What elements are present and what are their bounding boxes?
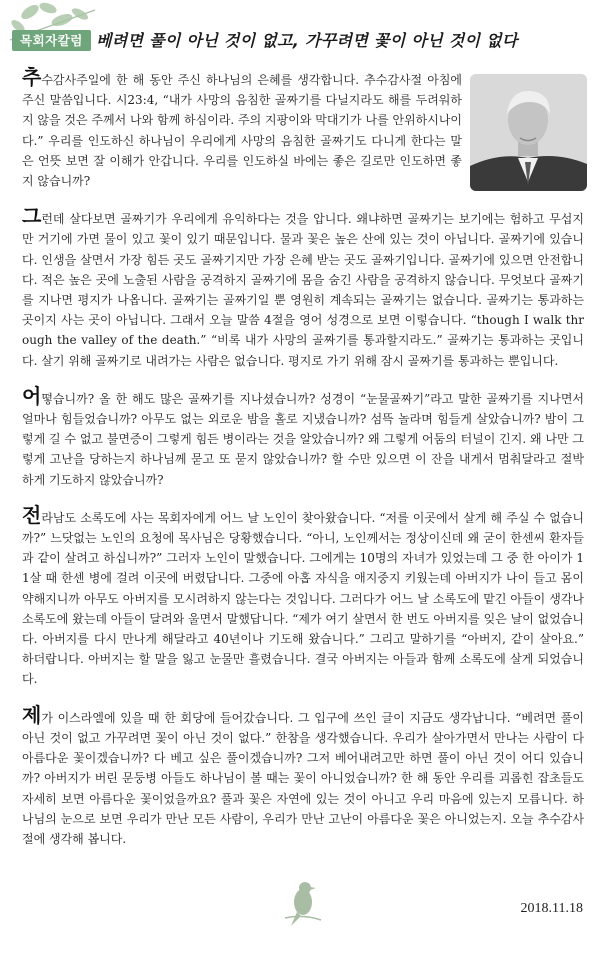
column-date: 2018.11.18 <box>520 901 583 916</box>
drop-cap: 전 <box>22 502 42 527</box>
paragraph-4 <box>22 502 584 690</box>
drop-cap: 그 <box>22 204 42 229</box>
column-category-badge: 목회자칼럼 <box>12 30 91 51</box>
column-header <box>0 0 600 62</box>
paragraph-text: 런데 살다보면 골짜기가 우리에게 유익하다는 것을 압니다. 왜냐하면 골짜기는 보기에는 험하고 무섭지만 거기에 가면 물이 있고 꽃이 있기 때문입니다. 물과 꽃은 높은 산에 있는 것이 아닙니다. 골짜기에 있습니다. 인생을 살면서 가장 힘든 곳도 골짜기지만 가장 은혜 받는 곳도 골짜기입니다. 골짜기에 있으면 안전합니다. 적은 높은 곳에 노출된 사람을 공격하지 골짜기에 몸을 숨긴 사람을 공격하지 않습니다. 무엇보다 골짜기를 지나면 평지가 나옵니다. 골짜기는 골짜기일 뿐 영원히 계속되는 골짜기는 없습니다. 골짜기는 통과하는 곳이지 사는 곳이 아닙니다. 그래서 오늘 말씀 4절을 영어 성경으로 보면 이렇습니다. “though I walk through the valley of the death.” “비록 내가 사망의 골짜기를 통과할지라도.” 골짜기는 통과하는 곳입니다. 살기 위해 골짜기로 내려가는 사람은 없습니다. 평지로 가기 위해 잠시 골짜기를 통과하는 뿐입니다. <box>22 212 584 368</box>
paragraph-text: 수감사주일에 한 해 동안 주신 하나님의 은혜를 생각합니다. 추수감사절 아침에 주신 말씀입니다. 시23:4, “내가 사망의 음침한 골짜기를 다닐지라도 해를 두려워하지 않을 것은 주께서 나와 함께 하심이라. 주의 지팡이와 막대기가 나를 안위하시나이다.” 우리를 인도하신 하나님이 우리에게 사망의 음침한 골짜기도 다니게 한다는 말은 언뜻 보면 잘 이해가 안갑니다. 우리를 인도하실 바에는 좋은 길로만 인도하면 좋지 않습니까? <box>22 73 462 189</box>
bird-icon <box>283 878 323 928</box>
drop-cap: 어 <box>22 383 42 408</box>
paragraph-3 <box>22 383 584 490</box>
column-title: 베려면 풀이 아닌 것이 없고, 가꾸려면 꽃이 아닌 것이 없다 <box>96 31 518 50</box>
paragraph-2 <box>22 204 584 371</box>
drop-cap: 추 <box>22 65 42 89</box>
drop-cap: 제 <box>22 702 42 727</box>
paragraph-1 <box>22 65 462 191</box>
paragraph-text: 떻습니까? 올 한 해도 많은 골짜기를 지나셨습니까? 성경이 “눈물골짜기”라고 말한 골짜기를 지나면서 얼마나 힘들었습니까? 아무도 없는 외로운 밤을 홀로 지냈습니까? 섬뜩 놀라며 힘들게 살았습니까? 밤이 그렇게 길 수 없고 불면증이 그렇게 힘든 병이라는 것을 알았습니까? 왜 그렇게 어둠의 터널이 긴지. 왜 나만 그렇게 고난을 당하는지 하나님께 묻고 또 묻지 않았습니까? 할 수만 있으면 이 잔을 내게서 멈춰달라고 절박하게 기도하지 않았습니까? <box>22 391 584 487</box>
paragraph-text: 가 이스라엘에 있을 때 한 회당에 들어갔습니다. 그 입구에 쓰인 글이 지금도 생각납니다. “베려면 풀이 아닌 것이 없고 가꾸려면 꽃이 아닌 것이 없다.” 한참을 생각했습니다. 우리가 살아가면서 만나는 사람이 다 아름다운 꽃이겠습니까? 다 베고 싶은 풀이겠습니까? 그저 베어내려고만 하면 풀이 아닌 것이 어디 있습니까? 아버지가 버린 문둥병 아들도 하나님이 볼 때는 꽃이 아니었습니까? 한 해 동안 우리를 괴롭힌 잡초들도 자세히 보면 아름다운 꽃이었을까요? 풀과 꽃은 자연에 있는 것이 아니고 우리 마음에 있는지 모릅니다. 하나님의 눈으로 보면 우리가 만난 모든 사람이, 우리가 만난 고난이 아름다운 꽃은 아니었는지. 오늘 추수감사절에 생각해 봅니다. <box>22 710 584 846</box>
column-body <box>22 65 584 849</box>
paragraph-text: 라남도 소록도에 사는 목회자에게 어느 날 노인이 찾아왔습니다. “저를 이곳에서 살게 해 주실 수 없습니까?” 느닷없는 노인의 요청에 목사님은 당황했습니다. “아니, 노인께서는 정상이신데 왜 굳이 한센씨 환자들과 같이 살려고 하십니까?” 그러자 노인이 말했습니다. 그에게는 10명의 자녀가 있었는데 그 중 한 아이가 11살 때 한센 병에 걸려 이곳에 버렸답니다. 그중에 아홉 자식을 애지중지 키웠는데 아버지가 나이 들고 몸이 약해지니까 아무도 아버지를 모시려하지 않는다는 것입니다. 그러다가 어느 날 소록도에 맡긴 아들이 생각나 소록도에 왔는데 아들이 달려와 울면서 말했답니다. “제가 여기 살면서 한 번도 아버지를 잊은 날이 없었습니다. 아버지를 다시 만나게 해달라고 40년이나 기도해 왔습니다.” 그리고 말하기를 “아버지, 같이 살아요.” 하더랍니다. 아버지는 할 말을 잃고 눈물만 흘렸습니다. 결국 아버지는 아들과 함께 소록도에 살게 되었습니다. <box>22 510 584 687</box>
paragraph-5 <box>22 702 584 849</box>
